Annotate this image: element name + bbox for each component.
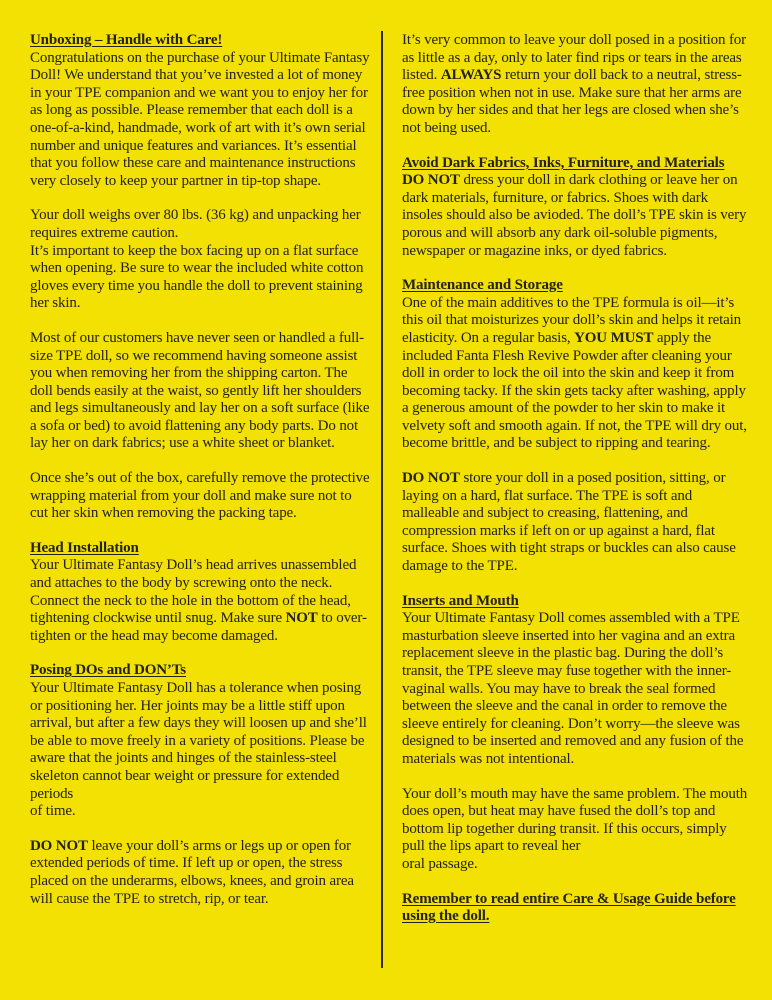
body-paragraph [30,207,370,313]
section-heading: Posing DOs and DON’Ts [30,662,186,679]
body-paragraph [30,838,370,908]
text-run: of time. [30,803,76,820]
section-heading: Maintenance and Storage [402,277,563,294]
text-run: One of the main additives to the TPE formula is oil—it’s this oil that moisturizes your doll’s skin and helps it retain elasticity. On a regular basis, [402,294,741,346]
text-run: Your doll weighs over 80 lbs. (36 kg) and unpacking her requires extreme caution. [30,207,361,241]
text-run: Once she’s out of the box, carefully remove the protective wrapping material from your doll and make sure not to cut her skin when removing the packing tape. [30,470,370,522]
bold-emphasis-run: ALWAYS [440,67,502,84]
right-column [402,32,749,926]
bold-emphasis-run: NOT [285,610,318,627]
text-run: It’s very common to leave your doll posed in a position for as little as a day, only to later find rips or tears in the areas listed. [402,32,747,84]
body-paragraph [402,172,749,260]
body-paragraph [402,610,749,768]
text-run: oral passage. [402,855,478,872]
section-heading: Inserts and Mouth [402,592,519,609]
body-paragraph [402,470,749,576]
text-run: return your doll back to a neutral, stress-free position when not in use. Make sure that her arms are down by her sides and that her legs are closed when she’s not being used. [402,67,742,136]
left-column [30,32,370,925]
text-run: Your Ultimate Fantasy Doll’s head arrives unassembled and attaches to the body by screwing onto the neck. Connect the neck to the hole in the bottom of the head, tightening clockwise until snug. Make sure [30,557,357,627]
bold-emphasis-run: DO NOT [402,172,460,189]
body-paragraph [402,32,749,138]
column-divider-rule [381,31,383,968]
text-run: store your doll in a posed position, sitting, or laying on a hard, flat surface. The TPE is soft and malleable and subject to creasing, flattening, and compression marks if left on or up against a hard, flat surface. Shoes with tight straps or buckles can also cause damage to the TPE. [402,470,736,575]
bold-emphasis-run: DO NOT [30,837,88,854]
text-run: It’s important to keep the box facing up on a flat surface when opening. Be sure to wear the included white cotton gloves every time you handle the doll to prevent staining her skin. [30,242,364,312]
body-paragraph [402,786,749,874]
body-paragraph [30,470,370,523]
body-paragraph [30,330,370,453]
text-run: dress your doll in dark clothing or leave her on dark materials, furniture, or fabrics. Shoes with dark insoles should also be avioded. The doll’s TPE skin is very porous and will absorb any dark oil-soluble pigments, newspaper or magazine inks, or dyed fabrics. [402,172,747,259]
text-run: Your Ultimate Fantasy Doll comes assembled with a TPE masturbation sleeve inserted into her vagina and an extra replacement sleeve in the plastic bag. During the doll’s transit, the TPE sleeve may fuse together with the inner-vaginal walls. You may have to break the seal formed between the sleeve and the canal in order to remove the sleeve entirely for cleaning. Don’t worry—the sleeve was designed to be inserted and removed and any fusion of the materials was not intentional. [402,610,744,767]
text-run: Congratulations on the purchase of your Ultimate Fantasy Doll! We understand that you’ve invested a lot of money in your TPE companion and we want you to enjoy her for as long as possible. Please remember that each doll is a one-of-a-kind, handmade, work of art with it’s own serial number and unique features and variances. It’s essential that you follow these care and maintenance instructions very closely to keep your partner in tip-top shape. [30,49,370,189]
body-paragraph [30,50,370,191]
text-run: Most of our customers have never seen or handled a full-size TPE doll, so we recommend having someone assist you when removing her from the shipping carton. The doll bends easily at the waist, so gently lift her shoulders and legs simultaneously and lay her on a soft surface (like a sofa or bed) to avoid flattening any body parts. Do not lay her on dark fabrics; use a white sheet or blanket. [30,329,370,452]
bold-emphasis-run: YOU MUST [574,329,654,346]
section-heading: Avoid Dark Fabrics, Inks, Furniture, and Materials [402,154,725,171]
text-run: leave your doll’s arms or legs up or open for extended periods of time. If left up or open, the stress placed on the underarms, elbows, knees, and groin area will cause the TPE to stretch, rip, or tear. [30,837,354,907]
bold-emphasis-run: DO NOT [402,470,460,487]
section-heading: Remember to read entire Care & Usage Guide before using the doll. [402,890,736,925]
body-paragraph [30,680,370,821]
section-heading: Head Installation [30,539,139,556]
text-run: Your doll’s mouth may have the same problem. The mouth does open, but heat may have fused the doll’s top and bottom lip together during transit. If this occurs, simply pull the lips apart to reveal her [402,785,748,855]
section-heading: Unboxing – Handle with Care! [30,32,223,48]
text-run: Your Ultimate Fantasy Doll has a tolerance when posing or positioning her. Her joints may be a little stiff upon arrival, but after a few days they will loosen up and she’ll be able to move freely in a variety of positions. Please be aware that the joints and hinges of the stainless-steel skeleton cannot bear weight or pressure for extended periods [30,680,367,802]
text-run: to over-tighten or the head may become damaged. [30,610,367,644]
body-paragraph [30,557,370,645]
body-paragraph [402,295,749,453]
text-run: apply the included Fanta Flesh Revive Powder after cleaning your doll in order to lock the oil into the skin and keep it from becoming tacky. If the skin gets tacky after washing, apply a generous amount of the powder to her skin to make it velvety soft and smooth again. If not, the TPE will dry out, become brittle, and be subject to ripping and tearing. [402,329,747,452]
